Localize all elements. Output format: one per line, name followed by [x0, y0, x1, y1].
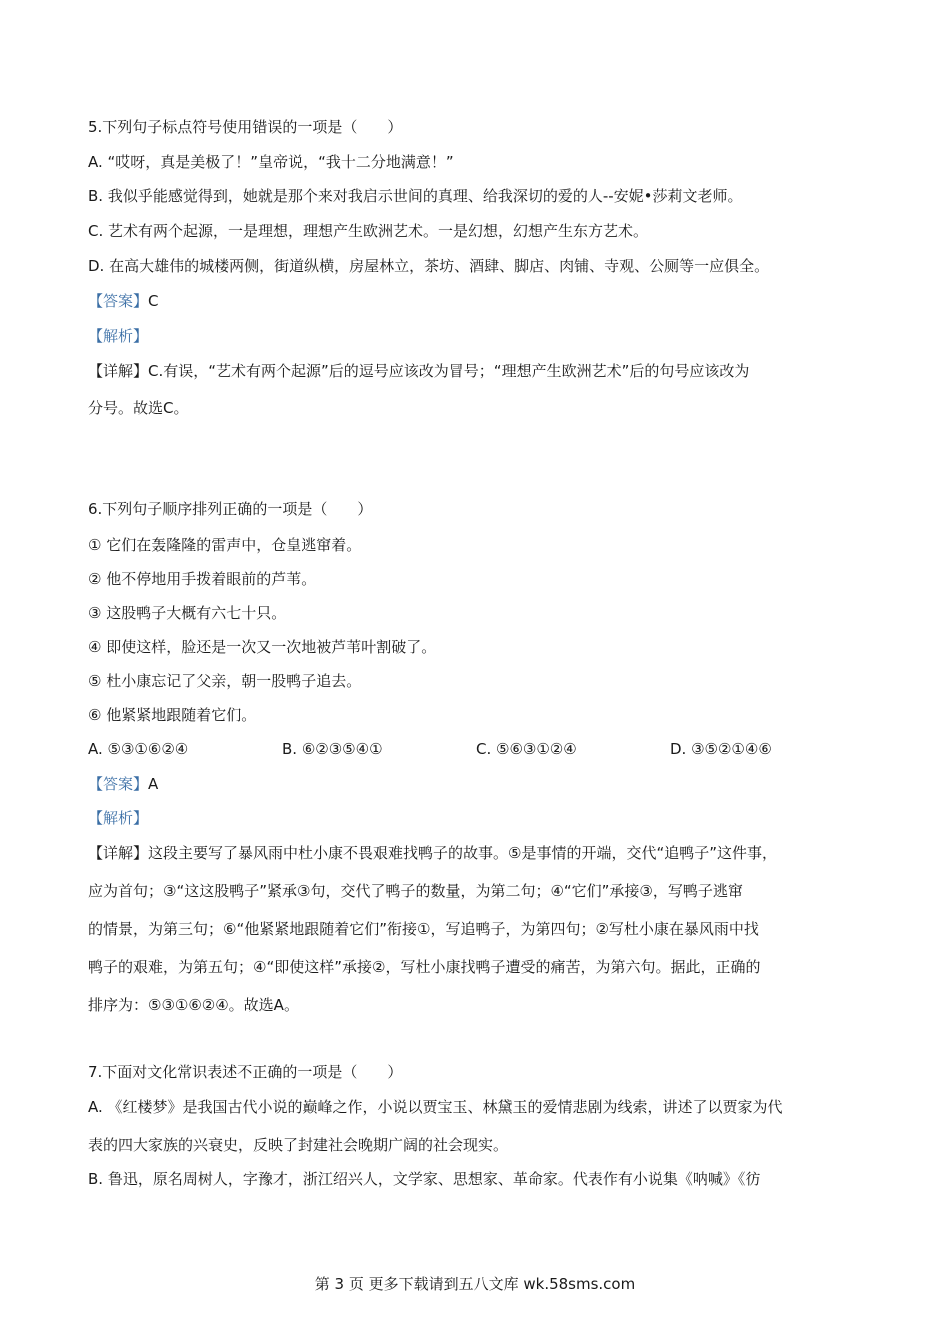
- q5-answer: [88, 291, 159, 311]
- q5-analysis-tag: [88, 326, 148, 346]
- q6-option-a: A. ⑤③①⑥②④: [88, 740, 189, 758]
- answer-tag: 【答案】: [88, 292, 149, 310]
- q5-detail-line-1: [88, 361, 749, 381]
- q6-option-c: C. ⑤⑥③①②④: [476, 740, 577, 758]
- q7-option-a-line-1: A. 《红楼梦》是我国古代小说的巅峰之作，小说以贾宝玉、林黛玉的爱情悲剧为线索，讲述了以贾家为代: [88, 1098, 783, 1116]
- q6-sentence-5: ⑤ 杜小康忘记了父亲，朝一股鸭子追去。: [88, 672, 362, 690]
- detail-tag: 【详解】: [88, 362, 149, 380]
- answer-value: C: [148, 292, 159, 310]
- q6-options-row: [88, 739, 868, 759]
- q6-option-b: B. ⑥②③⑤④①: [282, 740, 383, 758]
- q7-option-a-line-2: 表的四大家族的兴衰史，反映了封建社会晚期广阔的社会现实。: [88, 1136, 509, 1154]
- q5-stem: 5.下列句子标点符号使用错误的一项是（ ）: [88, 118, 403, 136]
- q6-option-d: D. ③⑤②①④⑥: [670, 740, 772, 758]
- q6-detail-line-4: 鸭子的艰难，为第五句；④“即使这样”承接②，写杜小康找鸭子遭受的痛苦，为第六句。据此，正确的: [88, 958, 761, 976]
- q6-analysis-tag: [88, 808, 148, 828]
- q5-option-d: D. 在高大雄伟的城楼两侧，街道纵横，房屋林立，茶坊、酒肆、脚店、肉铺、寺观、公厕等一应俱全。: [88, 257, 770, 275]
- q6-sentence-4: ④ 即使这样，脸还是一次又一次地被芦苇叶割破了。: [88, 638, 437, 656]
- q5-option-b: B. 我似乎能感觉得到，她就是那个来对我启示世间的真理、给我深切的爱的人--安妮•莎莉文老师。: [88, 187, 743, 205]
- analysis-tag: 【解析】: [88, 327, 149, 345]
- q7-option-b-line-1: B. 鲁迅，原名周树人，字豫才，浙江绍兴人，文学家、思想家、革命家。代表作有小说集《呐喊》《彷: [88, 1170, 761, 1188]
- analysis-tag: 【解析】: [88, 809, 149, 827]
- detail-text: 这段主要写了暴风雨中杜小康不畏艰难找鸭子的故事。⑤是事情的开端，交代“追鸭子”这件事，: [148, 844, 778, 862]
- q6-stem: 6.下列句子顺序排列正确的一项是（ ）: [88, 500, 373, 518]
- q7-stem: 7.下面对文化常识表述不正确的一项是（ ）: [88, 1063, 403, 1081]
- q6-detail-line-3: 的情景，为第三句；⑥“他紧紧地跟随着它们”衔接①，写追鸭子，为第四句；②写杜小康在暴风雨中找: [88, 920, 759, 938]
- answer-tag: 【答案】: [88, 775, 149, 793]
- q6-detail-line-2: 应为首句；③“这这股鸭子”紧承③句，交代了鸭子的数量，为第二句；④“它们”承接③，写鸭子逃窜: [88, 882, 743, 900]
- detail-text: C.有误，“艺术有两个起源”后的逗号应该改为冒号；“理想产生欧洲艺术”后的句号应该改为: [148, 362, 750, 380]
- q6-detail-line-1: [88, 843, 777, 863]
- q5-option-c: C. 艺术有两个起源，一是理想，理想产生欧洲艺术。一是幻想，幻想产生东方艺术。: [88, 222, 649, 240]
- q6-sentence-6: ⑥ 他紧紧地跟随着它们。: [88, 706, 257, 724]
- q6-answer: [88, 774, 158, 794]
- answer-value: A: [148, 775, 159, 793]
- q6-sentence-2: ② 他不停地用手拨着眼前的芦苇。: [88, 570, 317, 588]
- q6-sentence-3: ③ 这股鸭子大概有六七十只。: [88, 604, 287, 622]
- q5-option-a: A. “哎呀，真是美极了！”皇帝说，“我十二分地满意！”: [88, 153, 454, 171]
- q6-detail-line-5: 排序为：⑤③①⑥②④。故选A。: [88, 996, 299, 1014]
- q6-sentence-1: ① 它们在轰隆隆的雷声中，仓皇逃窜着。: [88, 536, 362, 554]
- page-footer: 第 3 页 更多下载请到五八文库 wk.58sms.com: [314, 1275, 636, 1293]
- detail-tag: 【详解】: [88, 844, 149, 862]
- q5-detail-line-2: 分号。故选C。: [88, 399, 189, 417]
